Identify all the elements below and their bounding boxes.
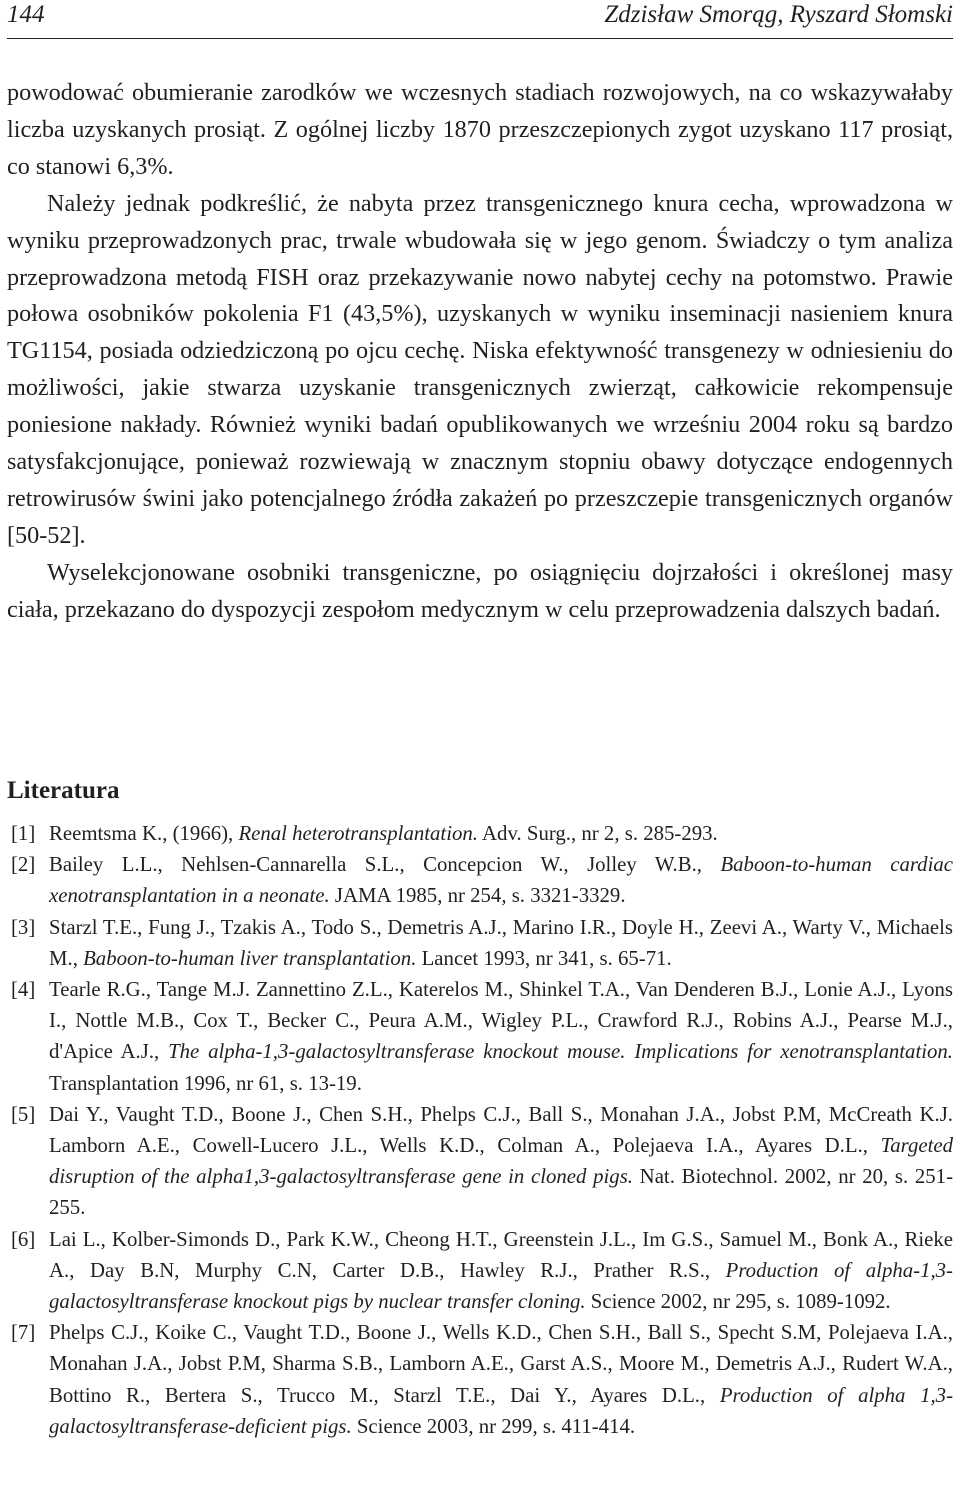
running-header [7,0,953,39]
paragraph: Należy jednak podkreślić, że nabyta przez transgenicznego knura cecha, wprowadzona w wyniku przeprowadzonych prac, trwale wbudowała się w jego genom. Świadczy o tym analiza przeprowadzona metodą FISH oraz przekazywanie nowo nabytej cechy na potomstwo. Prawie połowa osobników pokolenia F1 (43,5%), uzyskanych w wyniku inseminacji nasieniem knura TG1154, posiada odziedziczoną po ojcu cechę. Niska efektywność transgenezy w odniesieniu do możliwości, jakie stwarza uzyskanie transgenicznych zwierząt, całkowicie rekompensuje poniesione nakłady. Również wyniki badań opublikowanych we wrześniu 2004 roku są bardzo satysfakcjonujące, ponieważ rozwiewają w znacznym stopniu obawy dotyczące endogennych retrowirusów świni jako potencjalnego źródła zakażeń po przeszczepie transgenicznych organów [50-52]. [7,189,953,549]
reference-item [7,849,953,911]
reference-item [7,1224,953,1318]
reference-item [7,818,953,849]
reference-title: Renal heterotransplantation. [238,822,478,845]
reference-authors: Tearle R.G., Tange M.J. Zannettino Z.L., Katerelos M., Shinkel T.A., Van Denderen B.J., Lonie A.J., Lyons I., Nottle M.B., Cox T., Becker C., Peura A.M., Wigley P.L., Crawford R.J., Robins A.J., Pearse M.J., d'Apice A.J., [49,978,953,1064]
reference-title: Production of alpha-1,3-galactosyltransferase knockout pigs by nuclear transfer cloning. [49,1258,953,1314]
reference-source: Transplantation 1996, nr 61, s. 13-19. [49,1071,362,1095]
reference-authors: Reemtsma K., (1966), [49,822,239,845]
literature-heading: Literatura [7,777,120,804]
reference-list [7,818,953,1442]
reference-item [7,912,953,974]
reference-authors: Lai L., Kolber-Simonds D., Park K.W., Cheong H.T., Greenstein J.L., Im G.S., Samuel M., Bonk A., Rieke A., Day B.N, Murphy C.N, Carter D.B., Hawley R.J., Prather R.S., [49,1227,953,1282]
reference-item [7,1099,953,1224]
reference-title: Baboon-to-human liver transplantation. [83,946,417,970]
paragraph: powodować obumieranie zarodków we wczesnych stadiach rozwojowych, na co wskazywałaby liczba uzyskanych prosiąt. Z ogólnej liczby 1870 przeszczepionych zygot uzyskano 117 prosiąt, co stanowi 6,3%. [7,79,953,180]
reference-number: [5] [11,1102,36,1126]
reference-number: [2] [11,853,36,877]
body-text [7,75,953,629]
page-number: 144 [7,1,45,28]
reference-authors: Dai Y., Vaught T.D., Boone J., Chen S.H., Phelps C.J., Ball S., Monahan J.A., Jobst P.M, McCreath K.J. Lamborn A.E., Cowell-Lucero J.L., Wells K.D., Colman A., Polejaeva I.A., Ayares D.L., [49,1102,953,1158]
reference-number: [6] [11,1227,36,1251]
reference-authors: Phelps C.J., Koike C., Vaught T.D., Boone J., Wells K.D., Chen S.H., Ball S., Specht S.M, Polejaeva I.A., Monahan J.A., Jobst P.M, Sharma S.B., Lamborn A.E., Garst A.S., Moore M., Demetris A.J., Rudert W.A., Bottino R., Bertera S., Trucco M., Starzl T.E., Dai Y., Ayares D.L., [49,1321,953,1407]
paragraph: Wyselekcjonowane osobniki transgeniczne, po osiągnięciu dojrzałości i określonej masy ciała, przekazano do dyspozycji zespołom medycznym w celu przeprowadzenia dalszych badań. [7,558,953,623]
reference-title: Baboon-to-human cardiac xenotransplantation in a neonate. [49,853,953,908]
reference-source: Lancet 1993, nr 341, s. 65-71. [416,946,672,970]
reference-number: [4] [11,978,36,1002]
reference-item [7,1317,953,1442]
running-header-authors: Zdzisław Smorąg, Ryszard Słomski [604,1,953,28]
reference-source: Science 2003, nr 299, s. 411-414. [351,1414,636,1438]
reference-source: JAMA 1985, nr 254, s. 3321-3329. [329,884,626,908]
reference-source: Nat. Biotechnol. 2002, nr 20, s. 251-255. [49,1165,954,1220]
reference-number: [3] [11,915,36,939]
reference-authors: Starzl T.E., Fung J., Tzakis A., Todo S., Demetris A.J., Marino I.R., Doyle H., Zeevi A., Warty V., Michaels M., [49,915,953,970]
reference-title: Production of alpha 1,3-galactosyltransferase-deficient pigs. [49,1383,953,1438]
reference-number: [1] [11,822,36,845]
reference-source: Adv. Surg., nr 2, s. 285-293. [477,822,718,845]
reference-authors: Bailey L.L., Nehlsen-Cannarella S.L., Concepcion W., Jolley W.B., [49,853,721,877]
reference-item [7,974,953,1099]
reference-number: [7] [11,1321,36,1345]
reference-title: Targeted disruption of the alpha1,3-galactosyltransferase gene in cloned pigs. [49,1134,953,1189]
reference-title: The alpha-1,3-galactosyltransferase knockout mouse. Implications for xenotransplantation. [168,1040,953,1064]
reference-source: Science 2002, nr 295, s. 1089-1092. [585,1290,891,1314]
